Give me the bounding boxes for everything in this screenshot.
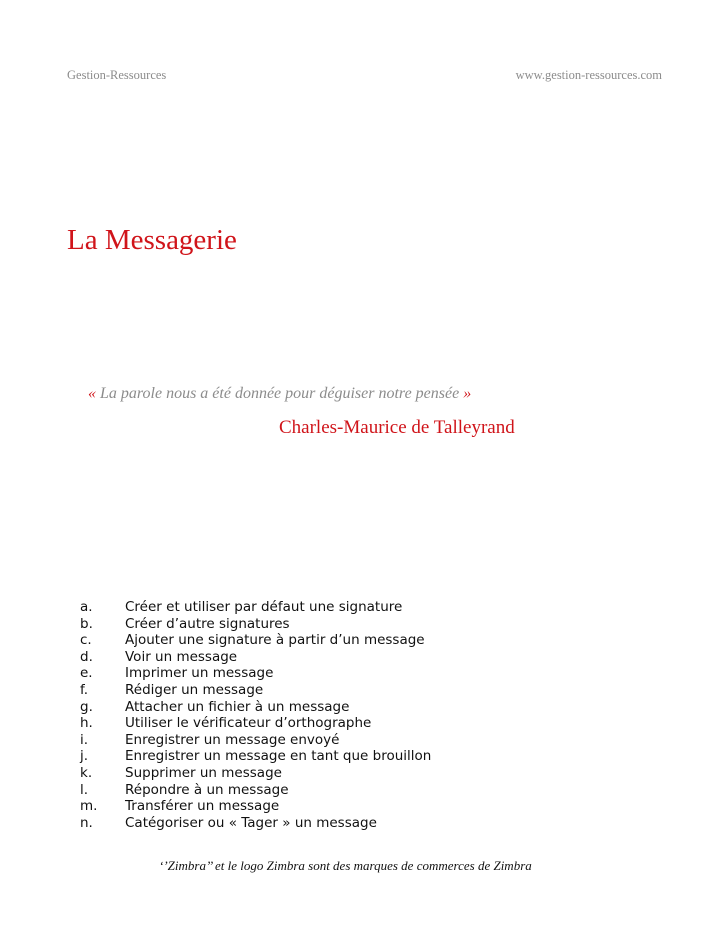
page-title: La Messagerie bbox=[67, 224, 237, 256]
toc-item bbox=[80, 632, 431, 649]
toc-item-letter: e. bbox=[80, 665, 93, 682]
toc-item-text: Ajouter une signature à partir d’un message bbox=[125, 632, 425, 649]
quote-author: Charles-Maurice de Talleyrand bbox=[279, 417, 515, 438]
header-site-url: www.gestion-ressources.com bbox=[515, 68, 662, 82]
quote-text: La parole nous a été donnée pour déguiser notre pensée bbox=[96, 385, 464, 402]
toc-item-letter: f. bbox=[80, 681, 89, 698]
toc-item-text: Enregistrer un message envoyé bbox=[125, 731, 340, 748]
toc-item-letter: b. bbox=[80, 615, 93, 632]
toc-item-letter: i. bbox=[80, 731, 89, 748]
header-site-name: Gestion-Ressources bbox=[67, 68, 167, 82]
toc-item-letter: m. bbox=[80, 798, 98, 815]
toc-item bbox=[80, 748, 431, 765]
toc-item-text: Imprimer un message bbox=[125, 665, 274, 682]
toc-item bbox=[80, 665, 431, 682]
toc-item-text: Voir un message bbox=[125, 648, 238, 665]
toc-item-letter: h. bbox=[80, 715, 93, 732]
toc-item-text: Supprimer un message bbox=[125, 764, 282, 781]
quote-close-mark: » bbox=[463, 385, 472, 402]
epigraph-quote bbox=[88, 385, 471, 403]
toc-item-text: Enregistrer un message en tant que brouillon bbox=[125, 748, 432, 765]
toc-item-text: Rédiger un message bbox=[125, 681, 264, 698]
toc-item-letter: j. bbox=[80, 748, 89, 765]
toc-item bbox=[80, 765, 431, 782]
toc-item-letter: a. bbox=[80, 599, 93, 615]
trademark-notice: ‘’Zimbra’’ et le logo Zimbra sont des marques de commerces de Zimbra bbox=[159, 858, 532, 873]
toc-item bbox=[80, 682, 431, 699]
toc-item-text: Catégoriser ou « Tager » un message bbox=[125, 814, 377, 831]
toc-item bbox=[80, 782, 431, 799]
table-of-contents bbox=[80, 599, 431, 831]
toc-item-text: Utiliser le vérificateur d’orthographe bbox=[125, 715, 372, 732]
toc-item-text: Transférer un message bbox=[125, 798, 280, 815]
toc-item-text: Créer et utiliser par défaut une signature bbox=[125, 599, 403, 615]
toc-item bbox=[80, 699, 431, 716]
toc-item bbox=[80, 798, 431, 815]
toc-item bbox=[80, 649, 431, 666]
toc-item bbox=[80, 616, 431, 633]
toc-item-text: Répondre à un message bbox=[125, 781, 289, 798]
toc-item bbox=[80, 732, 431, 749]
toc-item-letter: n. bbox=[80, 814, 93, 831]
toc-item-letter: d. bbox=[80, 648, 93, 665]
toc-item bbox=[80, 815, 431, 832]
toc-item bbox=[80, 715, 431, 732]
toc-item-letter: c. bbox=[80, 632, 92, 649]
toc-item-text: Attacher un fichier à un message bbox=[125, 698, 350, 715]
toc-item bbox=[80, 599, 431, 616]
toc-item-letter: g. bbox=[80, 698, 93, 715]
toc-item-letter: l. bbox=[80, 781, 89, 798]
quote-open-mark: « bbox=[88, 385, 96, 402]
toc-item-letter: k. bbox=[80, 764, 93, 781]
toc-item-text: Créer d’autre signatures bbox=[125, 615, 290, 632]
